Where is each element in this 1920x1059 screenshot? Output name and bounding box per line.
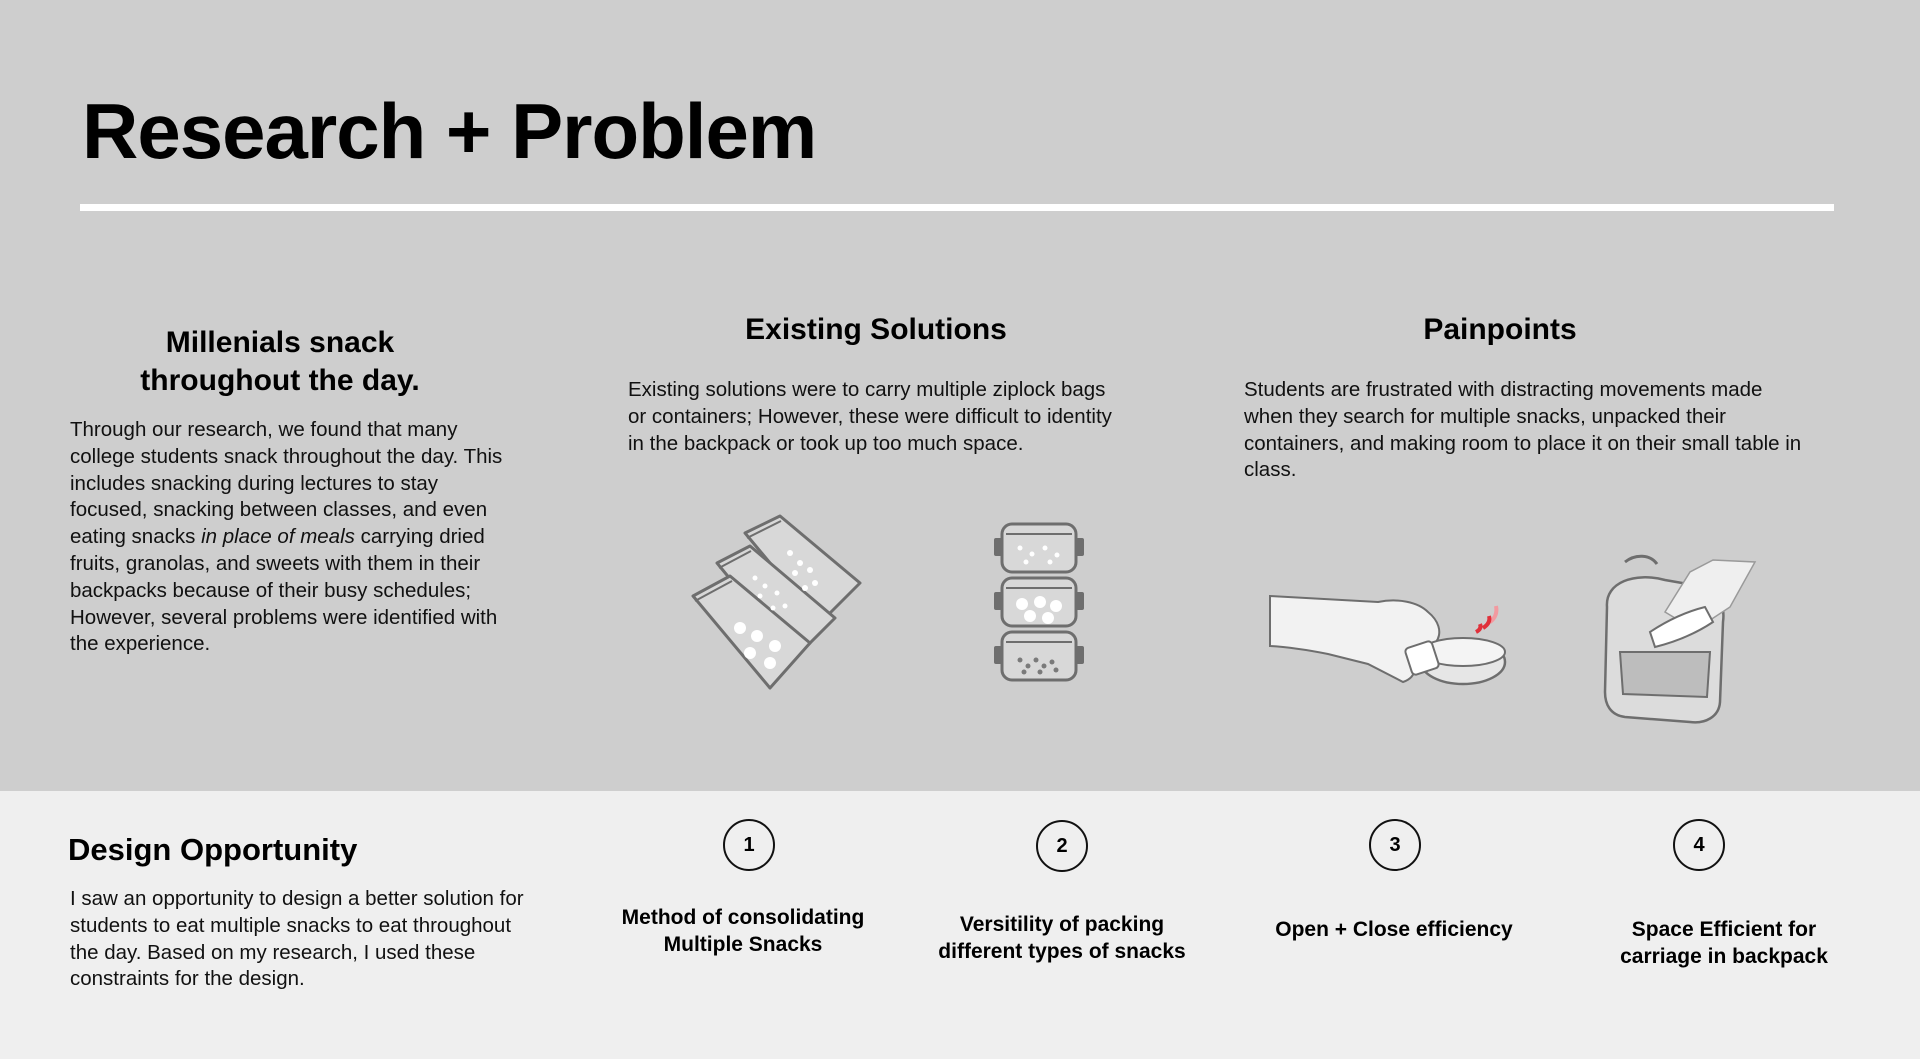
existing-solutions-heading: Existing Solutions xyxy=(745,313,1007,346)
constraint-4-number: 4 xyxy=(1673,819,1725,871)
constraint-1-number: 1 xyxy=(723,819,775,871)
painpoints-heading: Painpoints xyxy=(1423,313,1577,346)
millenials-heading: Millenials snack throughout the day. xyxy=(140,326,420,397)
design-opportunity-text: I saw an opportunity to design a better solution for students to eat multiple snacks to eat throughout the day. Based on my research, I used these constraints for the design. xyxy=(70,887,524,991)
constraint-2-number: 2 xyxy=(1036,820,1088,872)
hand-container-icon xyxy=(1268,592,1518,707)
millenials-text-emphasis: in place of meals xyxy=(201,525,355,549)
painpoints-text: Students are frustrated with distracting movements made when they search for multiple snacks, unpacked their containers, and making room to place it on their small table in class. xyxy=(1244,378,1802,482)
constraint-4-label: Space Efficient for carriage in backpack xyxy=(1620,918,1828,968)
ziplock-bags-icon xyxy=(685,508,875,698)
title-divider xyxy=(80,204,1834,211)
millenials-text xyxy=(70,417,520,658)
millenials-text-start: Through our research, we found that many college students snack throughout the day. This includes snacking during lectures to stay focused, snacking between classes, and even eating snacks xyxy=(70,418,503,549)
design-opportunity-heading: Design Opportunity xyxy=(68,832,358,867)
page-title: Research + Problem xyxy=(82,87,817,175)
constraint-3-number: 3 xyxy=(1369,819,1421,871)
existing-solutions-text: Existing solutions were to carry multiple ziplock bags or containers; However, these were difficult to identity in the backpack or took up too much space. xyxy=(628,378,1112,455)
backpack-icon xyxy=(1595,552,1760,727)
millenials-text-end: carrying dried fruits, granolas, and sweets with them in their backpacks because of their busy schedules; However, several problems were identified with the experience. xyxy=(70,525,498,656)
stacked-containers-icon xyxy=(990,520,1090,685)
constraint-2-label: Versitility of packing different types of snacks xyxy=(938,913,1186,963)
constraint-1-label: Method of consolidating Multiple Snacks xyxy=(621,906,865,956)
constraint-3-label: Open + Close efficiency xyxy=(1275,918,1513,941)
